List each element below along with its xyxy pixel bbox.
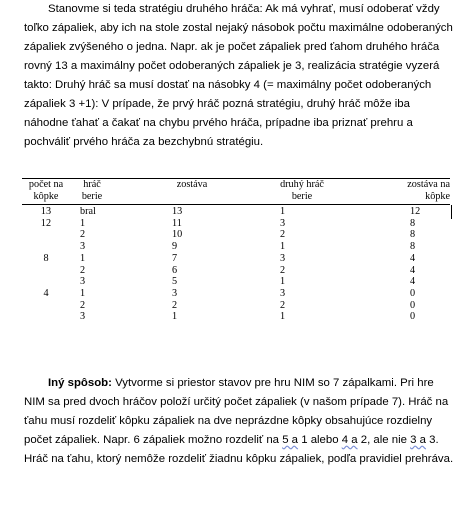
cell-druhy-berie: 2 — [280, 229, 286, 241]
cell-zostava: 2 — [172, 299, 178, 311]
cell-zostava-na-kopke: 0 — [410, 299, 416, 311]
cell-zostava: 1 — [172, 311, 178, 323]
cell-zostava: 11 — [172, 217, 182, 229]
cell-zostava-na-kopke: 8 — [410, 217, 416, 229]
text-line: NIM sa pred dvoch hráčov položí určitý počet zápaliek (v našom prípade 7). Hráč na — [24, 396, 449, 408]
paragraph-iny-sposob — [24, 374, 454, 469]
cell-pocet: 8 — [43, 252, 49, 264]
cell-druhy-berie: 1 — [280, 241, 286, 253]
cell-pocet: 12 — [40, 217, 52, 229]
cell-druhy-berie: 3 — [280, 252, 286, 264]
cell-pocet: 13 — [40, 206, 52, 217]
cell-zostava-na-kopke: 0 — [410, 311, 416, 323]
cell-zostava: 3 — [172, 287, 178, 299]
table-header-rule — [22, 204, 450, 205]
cell-zostava: 5 — [172, 276, 178, 288]
text-line: Hráč na ťahu, ktorý nemôže rozdeliť žiadnu kôpku zápaliek, podľa pravidiel prehráva. — [24, 453, 454, 465]
cell-hrac-berie: 2 — [80, 229, 86, 241]
cell-zostava-na-kopke: 4 — [410, 276, 416, 288]
cell-zostava-na-kopke: 4 — [410, 264, 416, 276]
cell-druhy-berie: 1 — [280, 276, 286, 288]
text-line: náhodne ťahať a čakať na chybu prvého hráča, prípadne iba priznať prehru a — [24, 117, 413, 129]
cell-zostava-na-kopke: 0 — [410, 287, 416, 299]
cell-zostava-na-kopke: 8 — [410, 229, 416, 241]
text-line: Stanovme si teda stratégiu druhého hráča: Ak má vyhrať, musí odoberať vždy — [48, 3, 440, 15]
col-header-hrac: hráč berie — [81, 179, 103, 202]
cell-zostava-na-kopke: 12 — [410, 206, 421, 217]
cell-druhy-berie: 2 — [280, 299, 286, 311]
cell-zostava: 7 — [172, 252, 178, 264]
cell-hrac-berie: 3 — [80, 241, 86, 253]
text-line: takto: Druhý hráč sa musí dostať na násobky 4 (= maximálny počet odoberaných — [24, 79, 432, 91]
bold-lead: Iný spôsob: — [48, 377, 112, 389]
text-line: toľko zápaliek, aby ich na stole zostal nejaký násobok počtu maximálne odoberaných — [24, 22, 453, 34]
col-header-zostava: zostáva — [176, 179, 208, 190]
text-line: ťahu musí rozdeliť kôpku zápaliek na dve neprázdne kôpky obsahujúce rozdielny — [24, 415, 433, 427]
cell-druhy-berie: 1 — [280, 311, 286, 323]
text-line: zápaliek zvýšeného o jedna. Napr. ak je počet zápaliek pred ťahom druhého hráča — [24, 41, 440, 53]
text-line: Iný spôsob: Vytvorme si priestor stavov pre hru NIM so 7 zápalkami. Pri hre — [48, 377, 434, 389]
text-line: počet zápaliek. Napr. 6 zápaliek možno rozdeliť na 5 a 1 alebo 4 a 2, ale nie 3 a 3. — [24, 434, 439, 446]
cell-zostava: 13 — [172, 206, 183, 217]
cell-pocet: 4 — [43, 287, 49, 299]
cell-zostava: 9 — [172, 241, 178, 253]
cell-druhy-berie: 3 — [280, 287, 286, 299]
cell-hrac-berie: 2 — [80, 264, 86, 276]
col-header-druhy-hrac: druhý hráč berie — [280, 179, 324, 202]
cell-zostava-na-kopke: 8 — [410, 241, 416, 253]
cell-druhy-berie: 3 — [280, 217, 286, 229]
cell-zostava: 10 — [172, 229, 183, 241]
cell-hrac-berie: 1 — [80, 287, 86, 299]
cell-zostava: 6 — [172, 264, 178, 276]
cell-druhy-berie: 2 — [280, 264, 286, 276]
cell-hrac-berie: 1 — [80, 217, 86, 229]
text-line: zápaliek 3 +1): V prípade, že prvý hráč pozná stratégiu, druhý hráč môže iba — [24, 98, 410, 110]
col-header-zostava-na-kopke: zostáva na kôpke — [407, 179, 450, 202]
cell-hrac-berie: 1 — [80, 252, 86, 264]
text-cursor — [451, 205, 452, 219]
cell-druhy-berie: 1 — [280, 206, 286, 217]
cell-hrac-berie: 2 — [80, 299, 86, 311]
paragraph-strategy — [24, 0, 453, 152]
cell-hrac-berie: bral — [80, 206, 96, 217]
text-line: rovný 13 a maximálny počet odoberaných zápaliek je 3, realizácia stratégie vyzerá — [24, 60, 440, 72]
col-header-pocet: počet na kôpke — [28, 179, 64, 202]
text-line: pochváliť prvého hráča za bezchybnú stratégiu. — [24, 136, 264, 148]
cell-zostava-na-kopke: 4 — [410, 252, 416, 264]
cell-hrac-berie: 3 — [80, 276, 86, 288]
cell-hrac-berie: 3 — [80, 311, 86, 323]
